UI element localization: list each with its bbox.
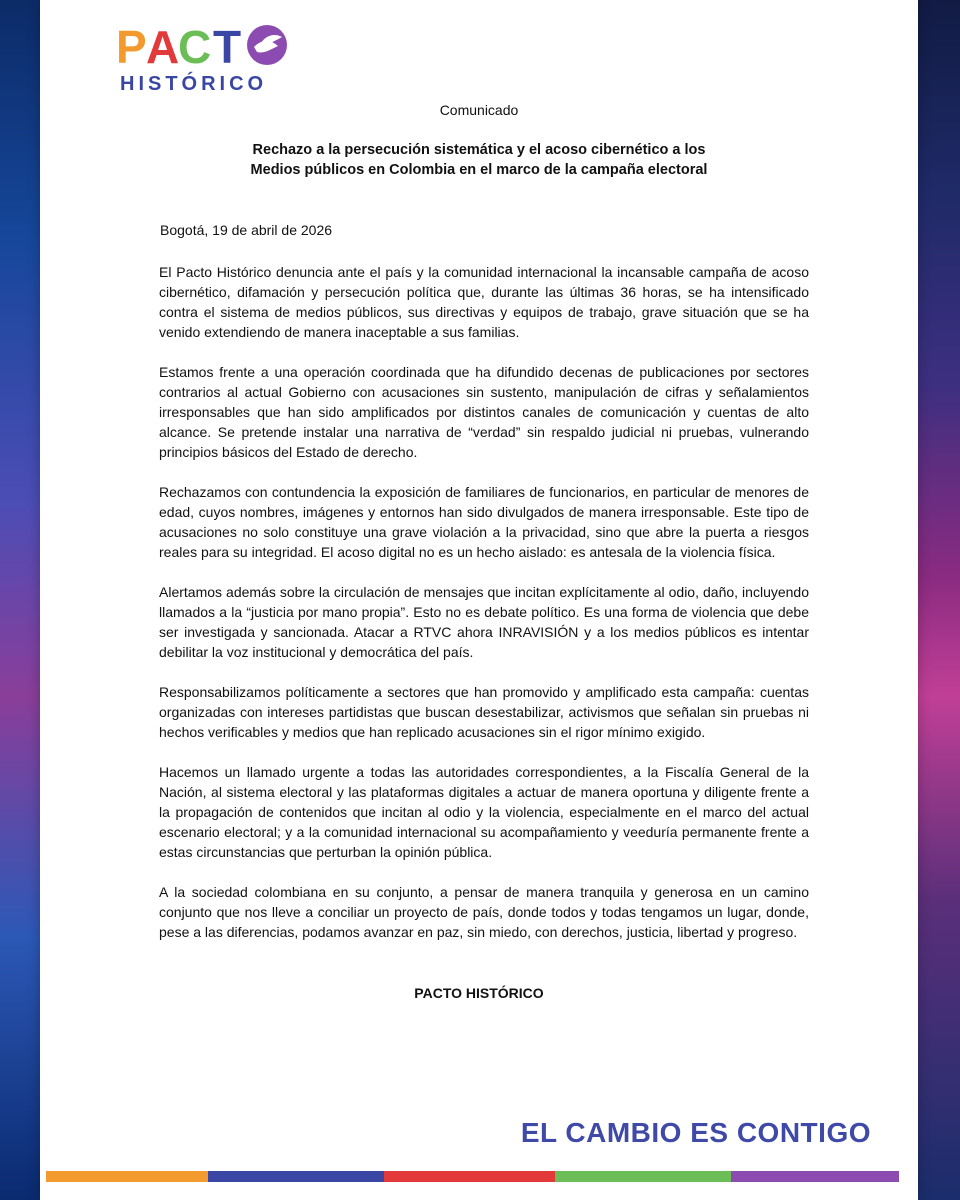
stripe-green bbox=[555, 1171, 731, 1182]
logo-subtitle: HISTÓRICO bbox=[120, 73, 268, 95]
paragraph: Hacemos un llamado urgente a todas las autoridades correspondientes, a la Fiscalía General de la Nación, al sistema electoral y las plataformas digitales a actuar de manera oportuna y diligente frente a la propagación de contenidos que incitan al odio y la violencia, especialmente en el marco del actual escenario electoral; y a la comunidad internacional su acompañamiento y veeduría permanente frente a estas circunstancias que perturban la opinión pública. bbox=[159, 764, 809, 860]
pacto-historico-logo bbox=[116, 18, 336, 96]
document-title-line-1: Rechazo a la persecución sistemática y el acoso cibernético a los bbox=[252, 142, 706, 158]
paragraph: Estamos frente a una operación coordinada que ha difundido decenas de publicaciones por sectores contrarios al actual Gobierno con acusaciones sin sustento, manipulación de cifras y señalamientos irresponsables que han sido amplificados por distintos canales de comunicación y cuentas de alto alcance. Se pretende instalar una narrativa de “verdad” sin respaldo judicial ni pruebas, vulnerando principios básicos del Estado de derecho. bbox=[159, 364, 809, 460]
campaign-slogan: EL CAMBIO ES CONTIGO bbox=[520, 1117, 871, 1148]
document-page bbox=[40, 0, 918, 1200]
logo-letter-a: A bbox=[146, 21, 180, 73]
stripe-orange bbox=[46, 1171, 208, 1182]
color-stripe bbox=[46, 1171, 899, 1182]
stripe-red bbox=[384, 1171, 555, 1182]
logo-letter-t: T bbox=[213, 21, 242, 73]
document-title bbox=[155, 140, 803, 180]
document-title-line-2: Medios públicos en Colombia en el marco de la campaña electoral bbox=[250, 162, 708, 178]
logo-letter-c: C bbox=[178, 21, 212, 73]
document-date: Bogotá, 19 de abril de 2026 bbox=[160, 222, 333, 238]
right-background-border bbox=[918, 0, 960, 1200]
paragraph: Alertamos además sobre la circulación de mensajes que incitan explícitamente al odio, daño, incluyendo llamados a la “justicia por mano propia”. Esto no es debate político. Es una forma de violencia que debe ser investigada y sancionada. Atacar a RTVC ahora INRAVISIÓN y a los medios públicos es intentar debilitar la voz institucional y democrática del país. bbox=[159, 584, 809, 660]
signature: PACTO HISTÓRICO bbox=[414, 985, 544, 1001]
document-body bbox=[159, 262, 809, 962]
logo-graphic bbox=[116, 18, 336, 96]
stripe-purple bbox=[731, 1171, 899, 1182]
logo-letter-p: P bbox=[116, 21, 147, 73]
paragraph: Rechazamos con contundencia la exposición de familiares de funcionarios, en particular de menores de edad, cuyos nombres, imágenes y entornos han sido divulgados de manera irresponsable. Este tipo de acusaciones no solo constituye una grave violación a la privacidad, sino que abre la puerta a riesgos reales para su integridad. El acoso digital no es un hecho aislado: es antesala de la violencia física. bbox=[159, 484, 809, 560]
paragraph: Responsabilizamos políticamente a sectores que han promovido y amplificado esta campaña: cuentas organizadas con intereses partidistas que buscan desestabilizar, activismos que señalan sin pruebas ni hechos verificables y medios que han replicado acusaciones sin el rigor mínimo exigido. bbox=[159, 684, 809, 740]
paragraph: A la sociedad colombiana en su conjunto, a pensar de manera tranquila y generosa en un camino conjunto que nos lleve a conciliar un proyecto de país, donde todos y todas tengamos un lugar, donde, pese a las diferencias, podamos avanzar en paz, sin miedo, con derechos, justicia, libertad y progreso. bbox=[159, 884, 809, 940]
left-background-border bbox=[0, 0, 40, 1200]
paragraph: El Pacto Histórico denuncia ante el país y la comunidad internacional la incansable campaña de acoso cibernético, difamación y persecución política que, durante las últimas 36 horas, se ha intensificado contra el sistema de medios públicos, sus directivas y equipos de trabajo, grave situación que se ha venido extendiendo de manera inaceptable a sus familias. bbox=[159, 264, 809, 340]
communique-label: Comunicado bbox=[439, 102, 519, 118]
stripe-blue bbox=[208, 1171, 384, 1182]
